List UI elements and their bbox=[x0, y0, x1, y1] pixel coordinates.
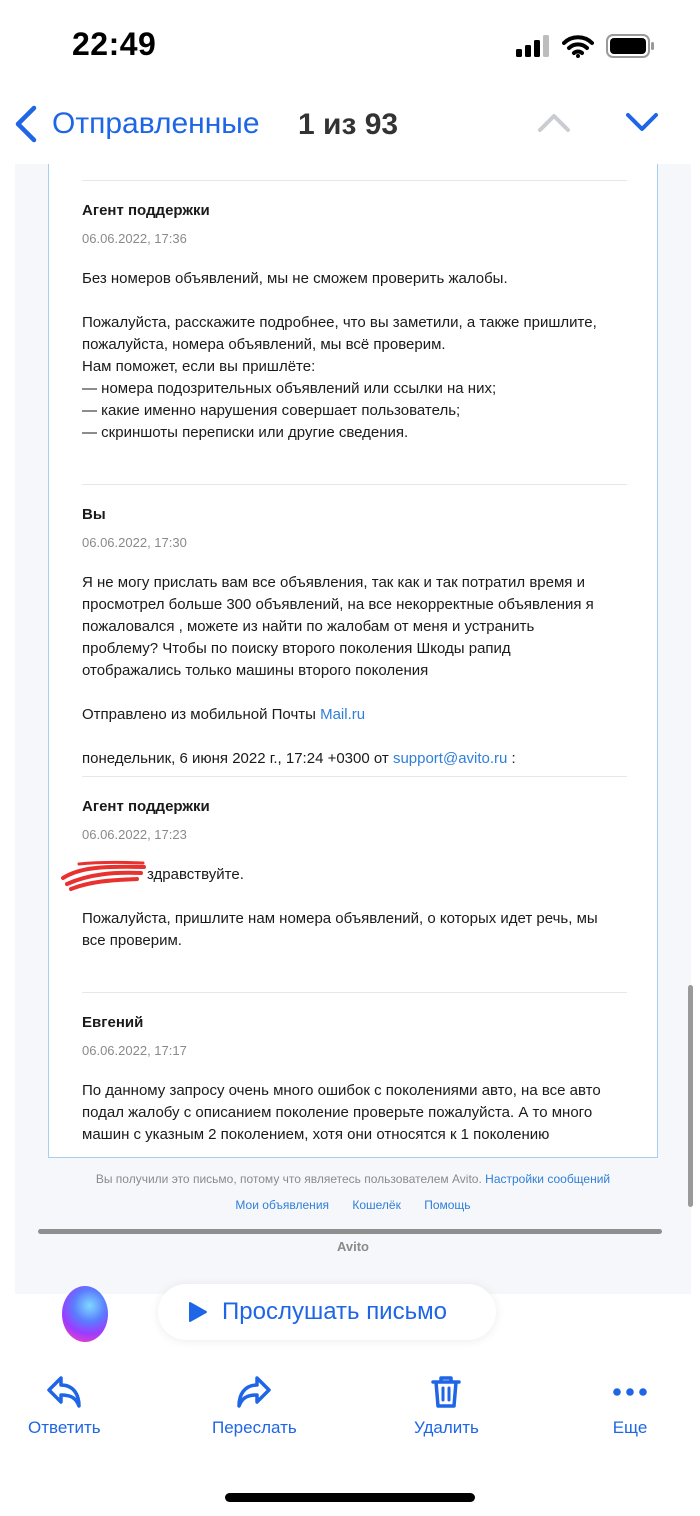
message-author: Евгений bbox=[82, 1014, 144, 1031]
delete-label: Удалить bbox=[414, 1418, 479, 1437]
trash-icon bbox=[428, 1374, 464, 1410]
play-icon bbox=[188, 1301, 208, 1323]
message-author: Агент поддержки bbox=[82, 202, 210, 219]
back-button[interactable] bbox=[14, 104, 260, 144]
scrollbar-thumb[interactable] bbox=[688, 985, 693, 1207]
footer-link-wallet[interactable]: Кошелёк bbox=[352, 1198, 401, 1212]
message-body bbox=[82, 572, 627, 770]
message-date: 06.06.2022, 17:17 bbox=[82, 1043, 187, 1058]
quote-header-text: понедельник, 6 июня 2022 г., 17:24 +0300 от bbox=[82, 750, 393, 767]
more-icon bbox=[611, 1374, 649, 1410]
message-author: Вы bbox=[82, 506, 106, 523]
message-date: 06.06.2022, 17:36 bbox=[82, 231, 187, 246]
message-line: — какие именно нарушения совершает пользователь; bbox=[82, 402, 461, 419]
thread-message bbox=[82, 1014, 627, 1146]
message-line: все проверим. bbox=[82, 932, 182, 949]
footer-note bbox=[15, 1172, 691, 1186]
forward-icon bbox=[236, 1374, 272, 1410]
message-line: пожалуйста, номера объявлений, мы всё проверим. bbox=[82, 336, 446, 353]
message-line: — скриншоты переписки или другие сведения. bbox=[82, 424, 409, 441]
thread-divider bbox=[82, 484, 627, 485]
signature-line bbox=[82, 704, 627, 726]
message-settings-link[interactable]: Настройки сообщений bbox=[485, 1172, 611, 1186]
message-line: машин с указным 2 поколением, хотя они относятся к 1 поколению bbox=[82, 1126, 550, 1143]
message-line: просмотрел больше 300 объявлений, на все некорректные объявления я bbox=[82, 596, 594, 613]
chevron-up-icon bbox=[536, 110, 572, 134]
message-body bbox=[82, 1080, 627, 1146]
thread-divider bbox=[82, 180, 627, 181]
status-icons bbox=[516, 34, 654, 58]
forward-label: Переслать bbox=[212, 1418, 297, 1437]
delete-button[interactable] bbox=[414, 1374, 479, 1438]
message-date: 06.06.2022, 17:23 bbox=[82, 827, 187, 842]
quote-header bbox=[82, 748, 627, 770]
greeting-line: здравствуйте. bbox=[147, 866, 244, 883]
quote-header-suffix: : bbox=[507, 750, 516, 767]
status-bar bbox=[0, 0, 700, 90]
message-date: 06.06.2022, 17:30 bbox=[82, 535, 187, 550]
listen-message-button[interactable] bbox=[158, 1284, 496, 1340]
signal-icon bbox=[516, 35, 550, 57]
message-line: пожаловался , можете из найти по жалобам от меня и устранить bbox=[82, 618, 535, 635]
message-line: отображались только машины второго поколения bbox=[82, 662, 429, 679]
mail-body-card bbox=[48, 164, 658, 1158]
message-line: По данному запросу очень много ошибок с поколениями авто, на все авто bbox=[82, 1082, 601, 1099]
chevron-left-icon bbox=[14, 104, 38, 144]
next-message-button[interactable] bbox=[624, 110, 660, 139]
message-counter: 1 из 93 bbox=[298, 108, 399, 141]
mailru-link[interactable]: Mail.ru bbox=[320, 706, 366, 723]
mail-nav-bar bbox=[0, 96, 700, 156]
chevron-down-icon bbox=[624, 110, 660, 134]
footer-link-help[interactable]: Помощь bbox=[424, 1198, 471, 1212]
back-label: Отправленные bbox=[52, 107, 260, 140]
footer-link-my-ads[interactable]: Мои объявления bbox=[235, 1198, 330, 1212]
reply-icon bbox=[46, 1374, 82, 1410]
message-line: Пожалуйста, пришлите нам номера объявлений, о которых идет речь, мы bbox=[82, 910, 598, 927]
reply-button[interactable] bbox=[28, 1374, 101, 1438]
listen-message-label: Прослушать письмо bbox=[222, 1298, 447, 1325]
message-body bbox=[82, 268, 627, 444]
battery-icon bbox=[606, 34, 654, 58]
message-line: подал жалобу с описанием поколение проверьте пожалуйста. А то много bbox=[82, 1104, 593, 1121]
thread-message bbox=[82, 202, 627, 444]
wifi-icon bbox=[562, 34, 594, 58]
footer-links bbox=[15, 1198, 691, 1212]
thread-message bbox=[82, 798, 627, 952]
message-line: Я не могу прислать вам все объявления, так как и так потратил время и bbox=[82, 574, 585, 591]
support-email-link[interactable]: support@avito.ru bbox=[392, 750, 508, 767]
more-button[interactable] bbox=[611, 1374, 649, 1438]
status-time: 22:49 bbox=[72, 26, 157, 62]
message-line: проблему? Чтобы по поиску второго поколения Шкоды рапид bbox=[82, 640, 511, 657]
thread-divider bbox=[82, 992, 627, 993]
footer-separator bbox=[38, 1229, 662, 1234]
thread-divider bbox=[82, 776, 627, 777]
forward-button[interactable] bbox=[212, 1374, 297, 1438]
message-line: Нам поможет, если вы пришлёте: bbox=[82, 358, 316, 375]
home-indicator[interactable] bbox=[225, 1493, 475, 1502]
voice-assistant-icon[interactable] bbox=[62, 1286, 108, 1342]
more-label: Еще bbox=[612, 1418, 648, 1437]
previous-message-button[interactable] bbox=[536, 110, 572, 139]
message-line: Пожалуйста, расскажите подробнее, что вы заметили, а также пришлите, bbox=[82, 314, 597, 331]
signature-text: Отправлено из мобильной Почты bbox=[82, 706, 321, 723]
message-body bbox=[82, 864, 627, 952]
footer-brand: Avito bbox=[336, 1239, 370, 1254]
message-line: Без номеров объявлений, мы не сможем проверить жалобы. bbox=[82, 270, 508, 287]
footer-note-text: Вы получили это письмо, потому что являетесь пользователем Avito. bbox=[95, 1172, 482, 1186]
message-line: — номера подозрительных объявлений или ссылки на них; bbox=[82, 380, 497, 397]
reply-label: Ответить bbox=[28, 1418, 101, 1437]
bottom-toolbar bbox=[0, 1374, 700, 1464]
message-author: Агент поддержки bbox=[82, 798, 210, 815]
redaction-scribble bbox=[59, 858, 149, 894]
thread-message bbox=[82, 506, 627, 770]
